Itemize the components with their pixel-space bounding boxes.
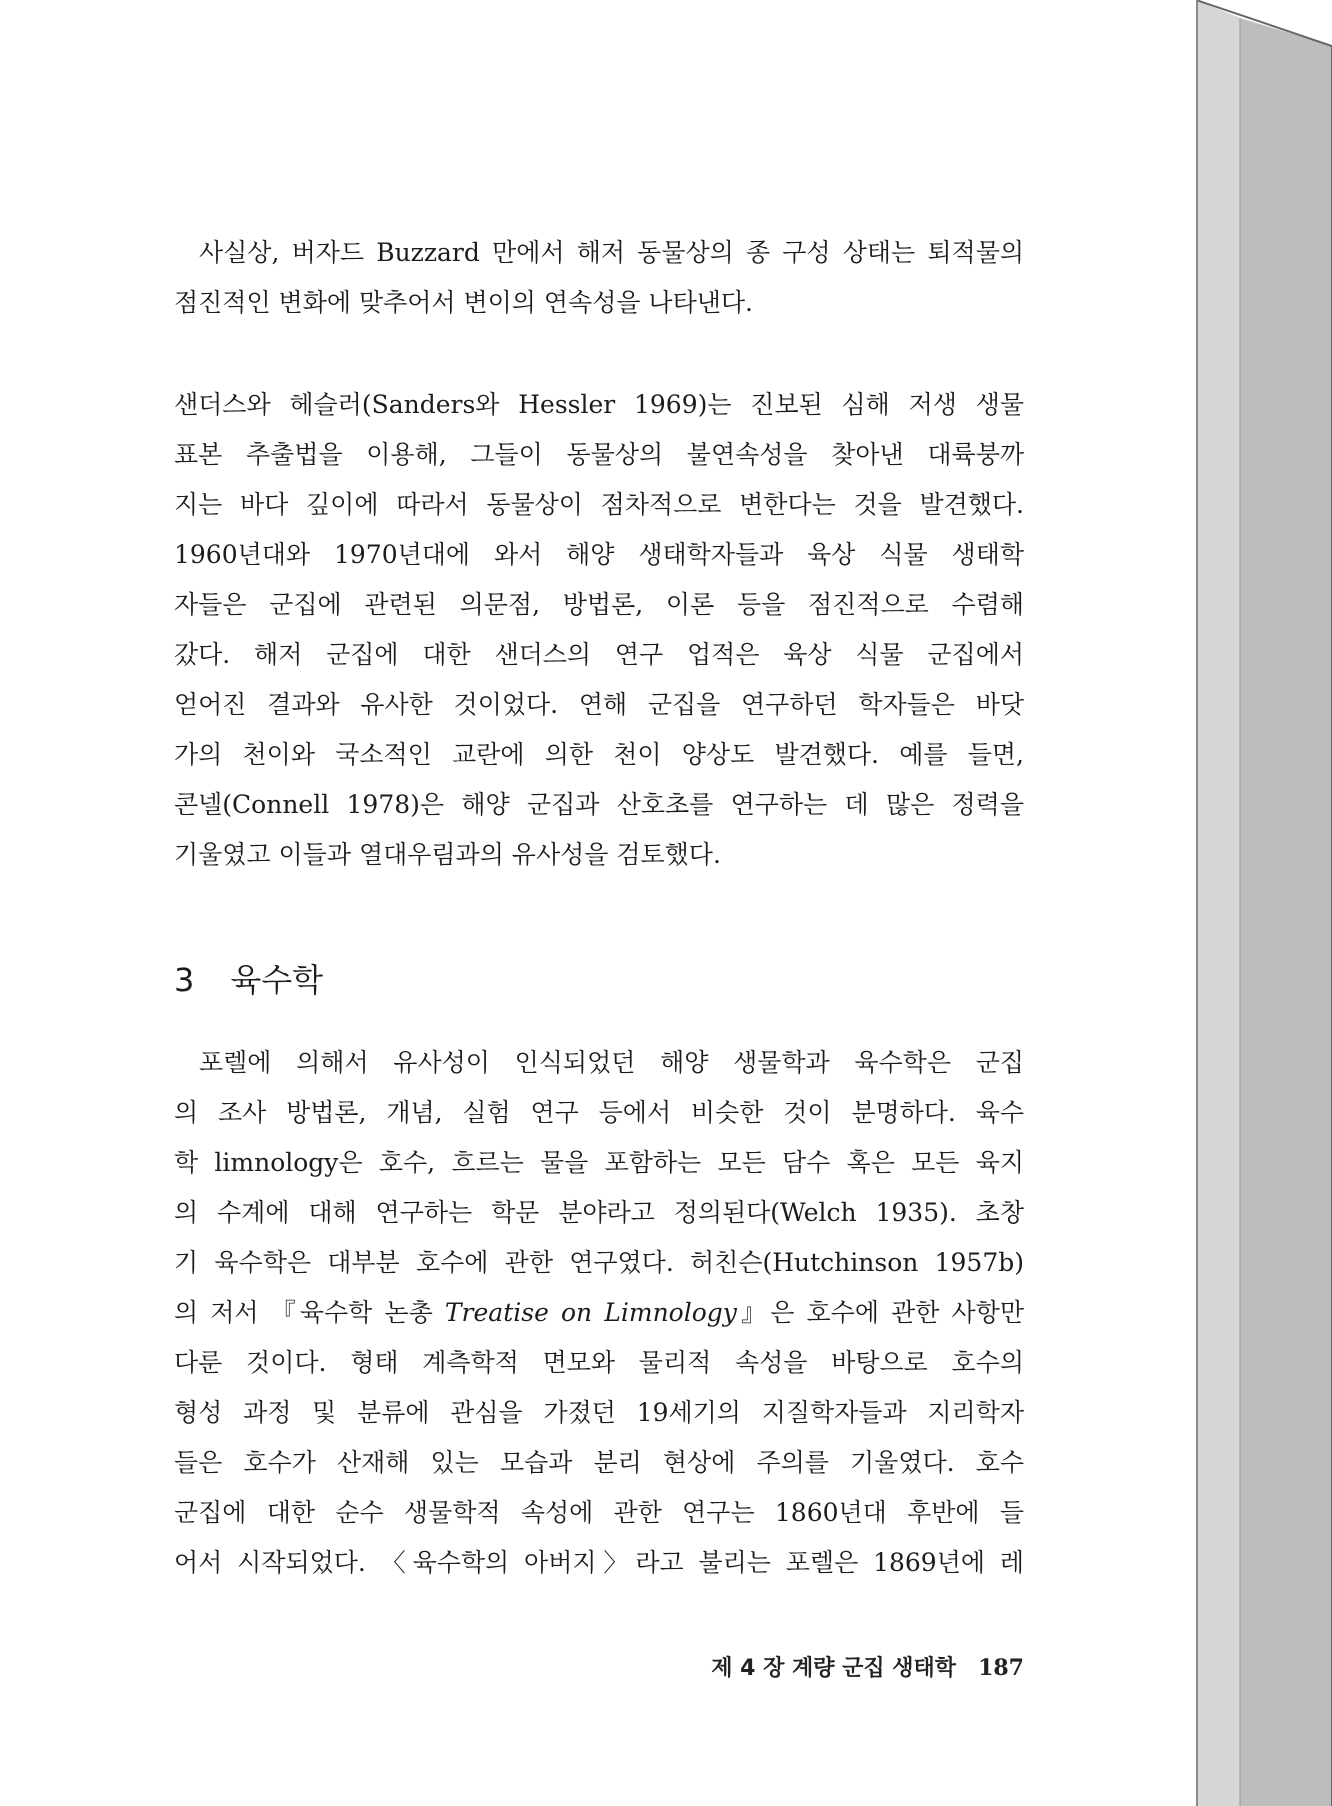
paragraph-line: 샌더스와 헤슬러(Sanders와 Hessler 1969)는 진보된 심해 저생 생물 — [174, 390, 1024, 419]
paragraph-1 — [174, 228, 1024, 328]
paragraph-line: 1960년대와 1970년대에 와서 해양 생태학자들과 육상 식물 생태학 — [174, 540, 1024, 569]
page-footer — [174, 1651, 1024, 1682]
book-page-edge — [1196, 0, 1332, 1806]
page-body — [174, 228, 1024, 1588]
section-paragraph — [174, 1038, 1024, 1588]
treatise-suffix: 』은 호수에 관한 사항만 — [736, 1298, 1024, 1327]
paragraph-line: 표본 추출법을 이용해, 그들이 동물상의 불연속성을 찾아낸 대륙붕까 — [174, 440, 1024, 469]
paragraph-line: 사실상, 버자드 Buzzard 만에서 해저 동물상의 종 구성 상태는 퇴적물의 — [199, 238, 1024, 267]
page-number: 187 — [978, 1655, 1024, 1681]
paragraph-line: 가의 천이와 국소적인 교란에 의한 천이 양상도 발견했다. 예를 들면, — [174, 740, 1024, 769]
paragraph-line: 점진적인 변화에 맞추어서 변이의 연속성을 나타낸다. — [174, 288, 753, 317]
paragraph-line: 의 수계에 대해 연구하는 학문 분야라고 정의된다(Welch 1935). 초창 — [174, 1198, 1024, 1227]
paragraph-line: 지는 바다 깊이에 따라서 동물상이 점차적으로 변한다는 것을 발견했다. — [174, 490, 1024, 519]
paragraph-line-treatise — [174, 1288, 1024, 1338]
paragraph-line: 갔다. 해저 군집에 대한 샌더스의 연구 업적은 육상 식물 군집에서 — [174, 640, 1024, 669]
treatise-prefix: 의 저서 『육수학 논총 — [174, 1298, 445, 1327]
section-number: 3 — [174, 961, 195, 999]
paragraph-3 — [174, 530, 1024, 880]
paragraph-line: 자들은 군집에 관련된 의문점, 방법론, 이론 등을 점진적으로 수렴해 — [174, 590, 1024, 619]
paragraph-line: 의 조사 방법론, 개념, 실험 연구 등에서 비슷한 것이 분명하다. 육수 — [174, 1098, 1024, 1127]
paragraph-line: 얻어진 결과와 유사한 것이었다. 연해 군집을 연구하던 학자들은 바닷 — [174, 690, 1024, 719]
paragraph-line: 콘넬(Connell 1978)은 해양 군집과 산호초를 연구하는 데 많은 정력을 — [174, 790, 1024, 819]
treatise-title-italic: Treatise on Limnology — [444, 1298, 737, 1327]
section-title: 육수학 — [230, 961, 324, 999]
paragraph-line: 군집에 대한 순수 생물학적 속성에 관한 연구는 1860년대 후반에 들 — [174, 1498, 1024, 1527]
paragraph-line: 형성 과정 및 분류에 관심을 가졌던 19세기의 지질학자들과 지리학자 — [174, 1398, 1024, 1427]
paragraph-2 — [174, 380, 1024, 530]
section-heading — [174, 950, 1024, 1010]
paragraph-line: 어서 시작되었다. 〈육수학의 아버지〉라고 불리는 포렐은 1869년에 레 — [174, 1548, 1024, 1577]
paragraph-line: 다룬 것이다. 형태 계측학적 면모와 물리적 속성을 바탕으로 호수의 — [174, 1348, 1024, 1377]
paragraph-line: 기 육수학은 대부분 호수에 관한 연구였다. 허친슨(Hutchinson 1957b) — [174, 1248, 1024, 1277]
paragraph-line: 학 limnology은 호수, 흐르는 물을 포함하는 모든 담수 혹은 모든 육지 — [174, 1148, 1024, 1177]
paragraph-line: 기울였고 이들과 열대우림과의 유사성을 검토했다. — [174, 840, 721, 869]
paragraph-line: 포렐에 의해서 유사성이 인식되었던 해양 생물학과 육수학은 군집 — [199, 1048, 1024, 1077]
paragraph-line: 들은 호수가 산재해 있는 모습과 분리 현상에 주의를 기울였다. 호수 — [174, 1448, 1024, 1477]
chapter-title: 제 4 장 계량 군집 생태학 — [711, 1656, 957, 1681]
